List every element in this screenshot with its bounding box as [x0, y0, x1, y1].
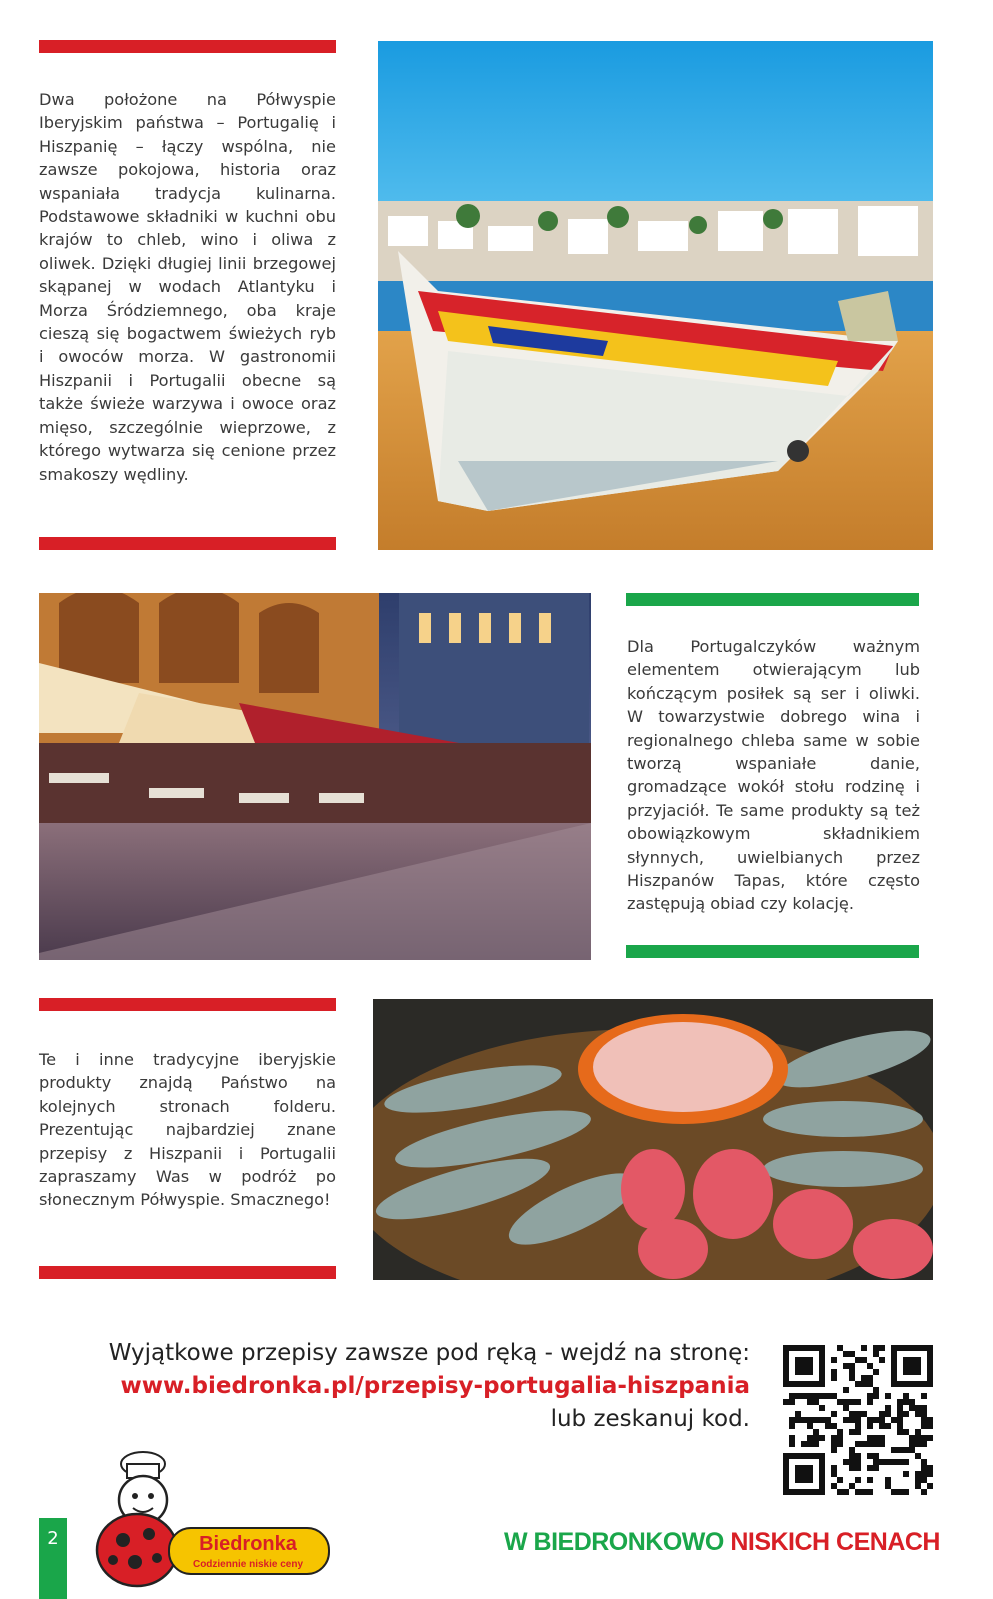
cta-scan-text: lub zeskanuj kod. — [550, 1406, 750, 1432]
green-divider-top-2 — [626, 593, 919, 606]
slogan-green-part: W BIEDRONKOWO — [503, 1528, 724, 1556]
recipes-url-link[interactable]: www.biedronka.pl/przepisy-portugalia-hiszpania — [120, 1373, 750, 1399]
page-number-tab — [39, 1518, 67, 1599]
restaurant-arcade-photo — [39, 593, 591, 960]
red-divider-bottom-1 — [39, 537, 336, 550]
qr-code[interactable] — [783, 1345, 933, 1495]
red-divider-top-3 — [39, 998, 336, 1011]
boat-beach-photo — [378, 41, 933, 550]
logo-name: Biedronka — [199, 1533, 297, 1555]
red-divider-bottom-3 — [39, 1266, 336, 1279]
portugal-paragraph: Dla Portugalczyków ważnym elementem otwierającym lub kończącym posiłek są ser i oliwki. W towarzystwie dobrego wina i regionalnego chleba same w sobie tworzą wspaniałe danie, gromadzące wokół stołu rodzinę i przyjaciół. Te same produkty są też obowiązkowym składnikiem słynnych, uwielbianych przez Hiszpanów Tapas, które często zastępują obiad czy kolację. — [627, 637, 920, 914]
slogan — [495, 1528, 940, 1557]
biedronka-logo[interactable] — [95, 1450, 355, 1590]
fish-basket-photo — [373, 999, 933, 1280]
closing-paragraph: Te i inne tradycyjne iberyjskie produkty znajdą Państwo na kolejnych stronach folderu. Prezentując najbardziej znane przepisy z Hiszpanii i Portugalii zapraszamy Was w podróż po słonecznym Półwyspie. Smacznego! — [39, 1050, 336, 1210]
green-divider-bottom-2 — [626, 945, 919, 958]
page-number: 2 — [47, 1528, 59, 1549]
logo-tagline: Codziennie niskie ceny — [192, 1559, 304, 1570]
cta-heading: Wyjątkowe przepisy zawsze pod ręką - wejdź na stronę: — [108, 1340, 750, 1366]
slogan-red-part: NISKICH CENACH — [730, 1528, 940, 1556]
red-divider-top-1 — [39, 40, 336, 53]
intro-paragraph: Dwa położone na Półwyspie Iberyjskim państwa – Portugalię i Hiszpanię – łączy wspólna, nie zawsze pokojowa, historia oraz wspaniała tradycja kulinarna. Podstawowe składniki w kuchni obu krajów to chleb, wino i oliwa z oliwek. Dzięki długiej linii brzegowej skąpanej w wodach Atlantyku i Morza Śródziemnego, oba kraje cieszą się bogactwem świeżych ryb i owoców morza. W gastronomii Hiszpanii i Portugalii obecne są także świeże warzywa i owoce oraz mięso, szczególnie wieprzowe, z którego wytwarza się cenione przez smakoszy wędliny. — [39, 90, 336, 484]
